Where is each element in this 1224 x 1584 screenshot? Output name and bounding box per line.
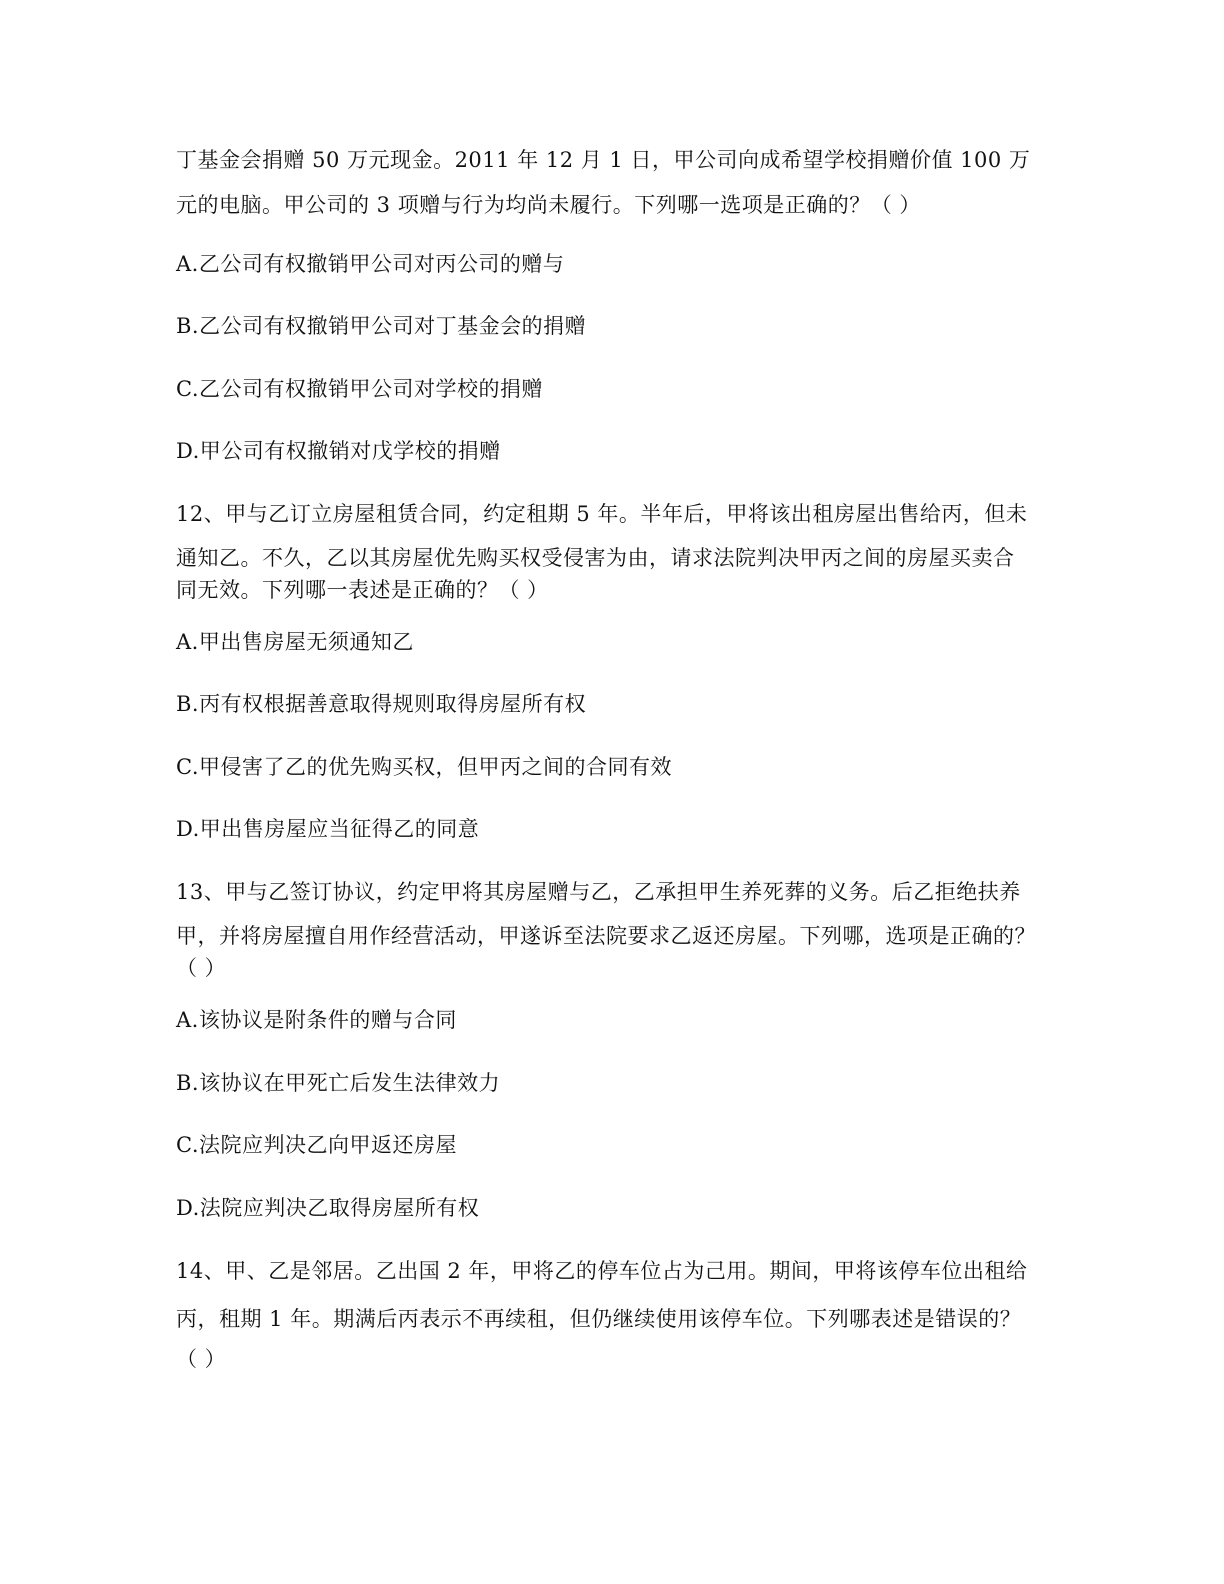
q11-option-d: D.甲公司有权撤销对戊学校的捐赠 [176, 439, 501, 463]
q13-option-b: B.该协议在甲死亡后发生法律效力 [176, 1071, 501, 1095]
q13-text-line-2: 甲，并将房屋擅自用作经营活动，甲遂诉至法院要求乙返还房屋。下列哪，选项是正确的？ [176, 924, 1036, 948]
q12-option-a: A.甲出售房屋无须通知乙 [176, 630, 414, 654]
q11-option-a: A.乙公司有权撤销甲公司对丙公司的赠与 [176, 252, 565, 276]
q12-text-line-2: 通知乙。不久，乙以其房屋优先购买权受侵害为由，请求法院判决甲丙之间的房屋买卖合 [176, 546, 1015, 570]
q13-text-line-3: （ ） [176, 956, 227, 980]
q11-option-b: B.乙公司有权撤销甲公司对丁基金会的捐赠 [176, 314, 587, 338]
q12-text-line-1: 12、甲与乙订立房屋租赁合同，约定租期 5 年。半年后，甲将该出租房屋出售给丙，但未 [176, 502, 1028, 526]
q14-text-line-2: 丙，租期 1 年。期满后丙表示不再续租，但仍继续使用该停车位。下列哪表述是错误的？ [176, 1307, 1022, 1331]
q11-text-line-2: 元的电脑。甲公司的 3 项赠与行为均尚未履行。下列哪一选项是正确的？（ ） [176, 193, 921, 217]
q13-option-d: D.法院应判决乙取得房屋所有权 [176, 1196, 480, 1220]
q12-option-c: C.甲侵害了乙的优先购买权，但甲丙之间的合同有效 [176, 755, 672, 779]
q14-text-line-1: 14、甲、乙是邻居。乙出国 2 年，甲将乙的停车位占为己用。期间，甲将该停车位出租给 [176, 1259, 1028, 1283]
q12-option-d: D.甲出售房屋应当征得乙的同意 [176, 817, 480, 841]
q11-option-c: C.乙公司有权撤销甲公司对学校的捐赠 [176, 377, 543, 401]
q13-text-line-1: 13、甲与乙签订协议，约定甲将其房屋赠与乙，乙承担甲生养死葬的义务。后乙拒绝扶养 [176, 880, 1021, 904]
q14-text-line-3: （ ） [176, 1347, 227, 1371]
q12-text-line-3: 同无效。下列哪一表述是正确的？（ ） [176, 578, 549, 602]
q13-option-a: A.该协议是附条件的赠与合同 [176, 1008, 457, 1032]
q11-text-line-1: 丁基金会捐赠 50 万元现金。2011 年 12 月 1 日，甲公司向成希望学校捐赠价值 100 万 [176, 148, 1031, 172]
q13-option-c: C.法院应判决乙向甲返还房屋 [176, 1133, 457, 1157]
q12-option-b: B.丙有权根据善意取得规则取得房屋所有权 [176, 692, 587, 716]
